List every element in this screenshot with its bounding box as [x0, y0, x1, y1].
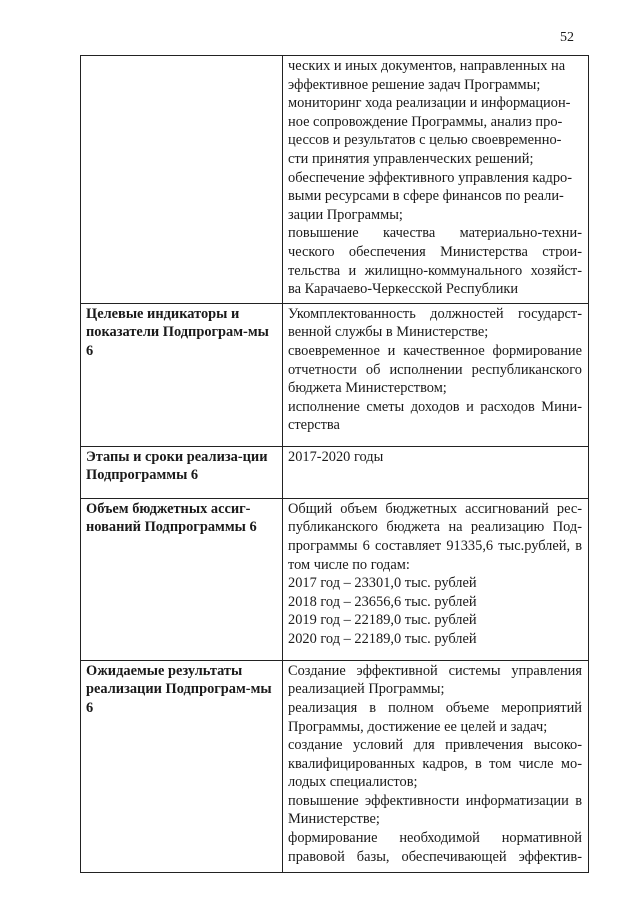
text-line: реализацией Программы; [288, 681, 445, 698]
text-line: 2020 год – 22189,0 тыс. рублей [288, 630, 477, 647]
text-line: Общий объем бюджетных ассигнований рес- [288, 500, 582, 517]
text-line: эффективное решение задач Программы; [288, 76, 541, 93]
text-line: отчетности об исполнении республиканского [288, 361, 582, 378]
row-value [283, 56, 589, 304]
text-line: повышение эффективности информатизации в [288, 792, 582, 809]
text-line: Создание эффективной системы управления [288, 662, 582, 679]
text-line: ва Карачаево-Черкесской Республики [288, 281, 519, 298]
row-label: Целевые индикаторы и показатели Подпрограм-мы 6 [81, 303, 283, 446]
text-line: цессов и результатов с целью своевременно- [288, 132, 562, 149]
text-line: сти принятия управленческих решений; [288, 150, 534, 167]
row-value [283, 303, 589, 446]
text-line: ческого обеспечения Министерства строи- [288, 243, 582, 260]
text-line: публиканского бюджета на реализацию Под- [288, 519, 582, 536]
text-line: повышение качества материально-техни- [288, 225, 582, 242]
row-label [81, 56, 283, 304]
table-row-expected-results [81, 660, 589, 872]
table-row-target-indicators [81, 303, 589, 446]
text-line: 2017 год – 23301,0 тыс. рублей [288, 575, 477, 592]
text-line: стерства [288, 417, 340, 434]
row-value [283, 498, 589, 660]
row-label: Ожидаемые результаты реализации Подпрограм-мы 6 [81, 660, 283, 872]
text-line: формирование необходимой нормативной [288, 830, 582, 847]
text-line: венной службы в Министерстве; [288, 324, 489, 341]
table-row-continuation [81, 56, 589, 304]
text-line: Министерстве; [288, 811, 380, 828]
text-line: Укомплектованность должностей государст- [288, 305, 582, 322]
text-line: том числе по годам: [288, 556, 410, 573]
subprogram-passport-table [80, 55, 589, 873]
text-line: лодых специалистов; [288, 774, 418, 791]
text-line: обеспечение эффективного управления кадро- [288, 169, 573, 186]
text-line: мониторинг хода реализации и информацион- [288, 95, 571, 112]
text-line: программы 6 составляет 91335,6 тыс.рублей, в [288, 537, 582, 554]
text-line: правовой базы, обеспечивающей эффектив- [288, 848, 582, 865]
text-line: 2018 год – 23656,6 тыс. рублей [288, 593, 477, 610]
row-value [283, 446, 589, 498]
text-line: квалифицированных кадров, в том числе мо- [288, 755, 582, 772]
text-line: реализация в полном объеме мероприятий [288, 699, 582, 716]
text-line: 2017-2020 годы [288, 448, 384, 465]
text-line: исполнение сметы доходов и расходов Мини- [288, 398, 582, 415]
text-line: бюджета Министерством; [288, 380, 447, 397]
row-label: Объем бюджетных ассиг-нований Подпрограммы 6 [81, 498, 283, 660]
text-line: тельства и жилищно-коммунального хозяйст- [288, 262, 582, 279]
text-line: создание условий для привлечения высоко- [288, 737, 582, 754]
row-label: Этапы и сроки реализа-ции Подпрограммы 6 [81, 446, 283, 498]
table-row-budget-allocations [81, 498, 589, 660]
row-value [283, 660, 589, 872]
text-line: Программы, достижение ее целей и задач; [288, 718, 548, 735]
text-line: ческих и иных документов, направленных на [288, 58, 566, 74]
text-line: выми ресурсами в сфере финансов по реали- [288, 188, 564, 205]
text-line: зации Программы; [288, 206, 403, 223]
text-line: ное сопровождение Программы, анализ про- [288, 113, 563, 130]
table-row-stages-and-terms [81, 446, 589, 498]
page-number: 52 [560, 30, 574, 45]
text-line: 2019 год – 22189,0 тыс. рублей [288, 612, 477, 629]
text-line: своевременное и качественное формирование [288, 342, 582, 359]
